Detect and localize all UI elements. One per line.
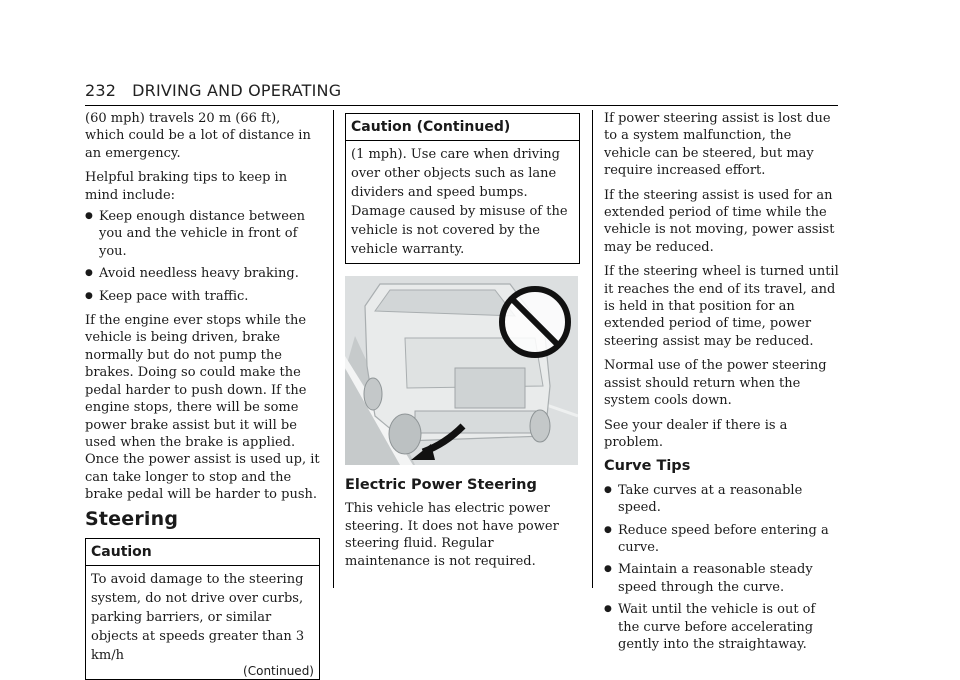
list-item: ● Keep pace with traffic. (85, 288, 320, 305)
subheading: Electric Power Steering (345, 477, 537, 493)
column-divider (333, 110, 334, 588)
caution-title: Caution (86, 539, 319, 566)
paragraph: See your dealer if there is a problem. (604, 417, 788, 450)
list-item: ● Maintain a reasonable steady speed through the curve. (604, 561, 840, 596)
list-item: ● Keep enough distance between you and the vehicle in front of you. (85, 208, 320, 260)
page-header (85, 81, 838, 106)
paragraph: (60 mph) travels 20 m (66 ft), which could be a lot of distance in an emergency. (85, 111, 311, 161)
chapter-title: DRIVING AND OPERATING (132, 81, 342, 100)
caution-box-continued (345, 113, 580, 264)
list-item: ● Reduce speed before entering a curve. (604, 522, 840, 557)
column-middle (345, 110, 580, 577)
paragraph: If the steering wheel is turned until it reaches the end of its travel, and is held in that position for an extended period of time, power steering assist may be reduced. (604, 264, 839, 349)
caution-box (85, 538, 320, 680)
caution-body: (1 mph). Use care when driving over other objects such as lane dividers and speed bumps. Damage caused by misuse of the vehicle is not covered by the vehicle warranty. (351, 147, 568, 257)
column-right (604, 110, 840, 660)
paragraph: If the steering assist is used for an extended period of time while the vehicle is not moving, power assist may be reduced. (604, 187, 835, 255)
list-item: ● Take curves at a reasonable speed. (604, 482, 840, 517)
section-heading: Steering (85, 507, 179, 530)
paragraph: If the engine ever stops while the vehicle is being driven, brake normally but do not pump the brakes. Doing so could make the pedal harder to push down. If the engine stops, there will be some power brake assist but it will be used when the brake is applied. Once the power assist is used up, it can take longer to stop and the brake pedal will be harder to push. (85, 313, 320, 503)
list-item: ● Wait until the vehicle is out of the curve before accelerating gently into the straightaway. (604, 601, 840, 653)
paragraph: Helpful braking tips to keep in mind include: (85, 170, 288, 203)
column-divider (592, 110, 593, 588)
paragraph: This vehicle has electric power steering. It does not have power steering fluid. Regular maintenance is not required. (345, 501, 559, 569)
caution-body: To avoid damage to the steering system, do not drive over curbs, parking barriers, or similar objects at speeds greater than 3 km/h (91, 571, 305, 663)
continued-label: (Continued) (243, 663, 314, 678)
curb-illustration (345, 276, 578, 465)
list-item: ● Avoid needless heavy braking. (85, 265, 320, 282)
paragraph: Normal use of the power steering assist should return when the system cools down. (604, 358, 827, 409)
subheading: Curve Tips (604, 458, 691, 475)
paragraph: If power steering assist is lost due to a system malfunction, the vehicle can be steered, but may require increased effort. (604, 111, 831, 179)
caution-title: Caution (Continued) (346, 114, 579, 141)
braking-tips-list (85, 208, 320, 305)
page-number: 232 (85, 81, 117, 100)
curve-tips-list (604, 482, 840, 654)
vehicle-curb-image (345, 276, 578, 465)
column-left (85, 110, 320, 680)
